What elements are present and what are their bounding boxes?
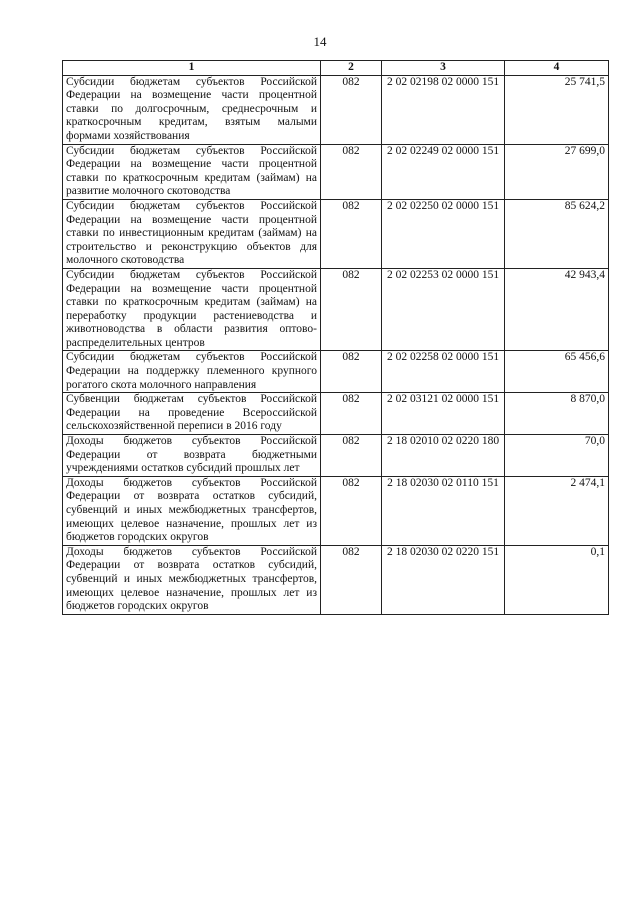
admin-code: 082 [321,351,382,393]
revenue-name: Субсидии бюджетам субъектов Российской Федерации на возмещение части процентной ставки по краткосрочным кредитам (займам) на переработку продукции растениеводства и животноводства в области развития оптово-распределительных центров [63,268,321,351]
revenue-name: Доходы бюджетов субъектов Российской Федерации от возврата остатков субсидий, субвенций и иных межбюджетных трансфертов, имеющих целевое назначение, прошлых лет из бюджетов городских округов [63,545,321,614]
table-row [63,144,609,199]
revenue-name: Субсидии бюджетам субъектов Российской Федерации на возмещение части процентной ставки по долгосрочным, среднесрочным и краткосрочным кредитам, взятым малыми формами хозяйствования [63,75,321,144]
amount: 85 624,2 [505,199,609,268]
amount: 25 741,5 [505,75,609,144]
revenue-name: Субсидии бюджетам субъектов Российской Федерации на поддержку племенного крупного рогатого скота молочного направления [63,351,321,393]
budget-classification-code: 2 02 02258 02 0000 151 [382,351,505,393]
column-header-1: 1 [63,61,321,76]
table-row [63,435,609,477]
revenue-name: Субсидии бюджетам субъектов Российской Федерации на возмещение части процентной ставки по краткосрочным кредитам (займам) на развитие молочного скотоводства [63,144,321,199]
column-header-3: 3 [382,61,505,76]
amount: 65 456,6 [505,351,609,393]
budget-classification-code: 2 02 02253 02 0000 151 [382,268,505,351]
amount: 27 699,0 [505,144,609,199]
amount: 8 870,0 [505,393,609,435]
budget-revenue-table [62,60,609,615]
column-header-4: 4 [505,61,609,76]
page-number: 14 [313,34,327,49]
budget-classification-code: 2 02 02249 02 0000 151 [382,144,505,199]
table-row [63,268,609,351]
revenue-name: Доходы бюджетов субъектов Российской Федерации от возврата бюджетными учреждениями остатков субсидий прошлых лет [63,435,321,477]
amount: 42 943,4 [505,268,609,351]
amount: 0,1 [505,545,609,614]
budget-classification-code: 2 18 02010 02 0220 180 [382,435,505,477]
budget-classification-code: 2 18 02030 02 0110 151 [382,476,505,545]
admin-code: 082 [321,393,382,435]
budget-classification-code: 2 02 02198 02 0000 151 [382,75,505,144]
table-row [63,545,609,614]
table-header-row [63,61,609,76]
table-row [63,351,609,393]
admin-code: 082 [321,476,382,545]
budget-classification-code: 2 02 03121 02 0000 151 [382,393,505,435]
column-header-2: 2 [321,61,382,76]
table-row [63,199,609,268]
table-row [63,393,609,435]
budget-classification-code: 2 02 02250 02 0000 151 [382,199,505,268]
revenue-name: Субсидии бюджетам субъектов Российской Федерации на возмещение части процентной ставки по инвестиционным кредитам (займам) на строительство и реконструкцию объектов для молочного скотоводства [63,199,321,268]
table-row [63,75,609,144]
admin-code: 082 [321,144,382,199]
table-row [63,476,609,545]
admin-code: 082 [321,75,382,144]
revenue-name: Субвенции бюджетам субъектов Российской Федерации на проведение Всероссийской сельскохозяйственной переписи в 2016 году [63,393,321,435]
revenue-name: Доходы бюджетов субъектов Российской Федерации от возврата остатков субсидий, субвенций и иных межбюджетных трансфертов, имеющих целевое назначение, прошлых лет из бюджетов городских округов [63,476,321,545]
admin-code: 082 [321,435,382,477]
amount: 2 474,1 [505,476,609,545]
admin-code: 082 [321,199,382,268]
amount: 70,0 [505,435,609,477]
admin-code: 082 [321,268,382,351]
admin-code: 082 [321,545,382,614]
budget-classification-code: 2 18 02030 02 0220 151 [382,545,505,614]
